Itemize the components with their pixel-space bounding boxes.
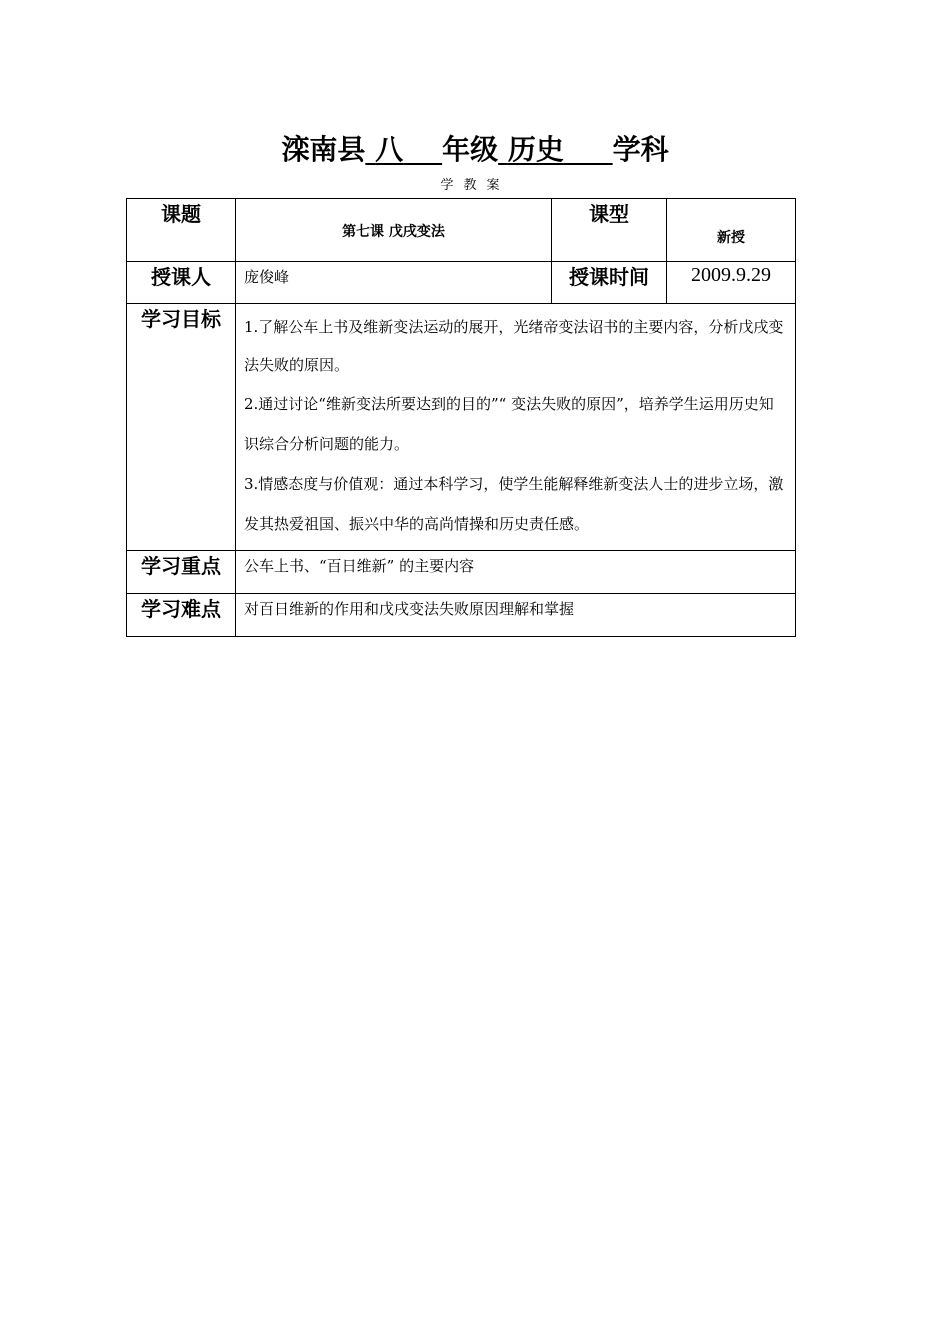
row-teacher	[127, 262, 796, 304]
title-subject-label: 学科	[612, 133, 669, 166]
title-county: 滦南县	[281, 133, 366, 166]
title-grade-label: 年级	[442, 133, 499, 166]
difficulty-label: 学习难点	[127, 594, 236, 637]
goal-item: 1.了解公车上书及维新变法运动的展开，光绪帝变法诏书的主要内容，分析戊戌变法失败的原因。	[244, 318, 784, 374]
goal-item: 3.情感态度与价值观：通过本科学习，使学生能解释维新变法人士的进步立场，激发其热爱祖国、振兴中华的高尚情操和历史责任感。	[244, 475, 784, 533]
type-label: 课型	[552, 199, 667, 262]
page-subtitle: 学教案	[440, 178, 510, 193]
topic-value: 第七课 戊戌变法	[236, 199, 552, 262]
title-grade: 八	[375, 133, 404, 166]
row-goals	[127, 304, 796, 551]
title-subject: 历史	[507, 133, 564, 166]
row-focus	[127, 551, 796, 594]
type-value: 新授	[667, 199, 796, 262]
lesson-plan-table	[126, 198, 796, 637]
page-title	[0, 130, 950, 170]
focus-value: 公车上书、“百日维新” 的主要内容	[236, 551, 796, 594]
goals-label: 学习目标	[127, 304, 236, 551]
teacher-value: 庞俊峰	[236, 262, 552, 304]
topic-label: 课题	[127, 199, 236, 262]
row-difficulty	[127, 594, 796, 637]
time-label: 授课时间	[552, 262, 667, 304]
goals-content	[236, 304, 796, 551]
goal-item: 2.通过讨论“维新变法所要达到的目的”“ 变法失败的原因”，培养学生运用历史知识综合分析问题的能力。	[244, 395, 774, 453]
teacher-label: 授课人	[127, 262, 236, 304]
row-topic	[127, 199, 796, 262]
difficulty-value: 对百日维新的作用和戊戌变法失败原因理解和掌握	[236, 594, 796, 637]
focus-label: 学习重点	[127, 551, 236, 594]
time-value: 2009.9.29	[667, 262, 796, 304]
